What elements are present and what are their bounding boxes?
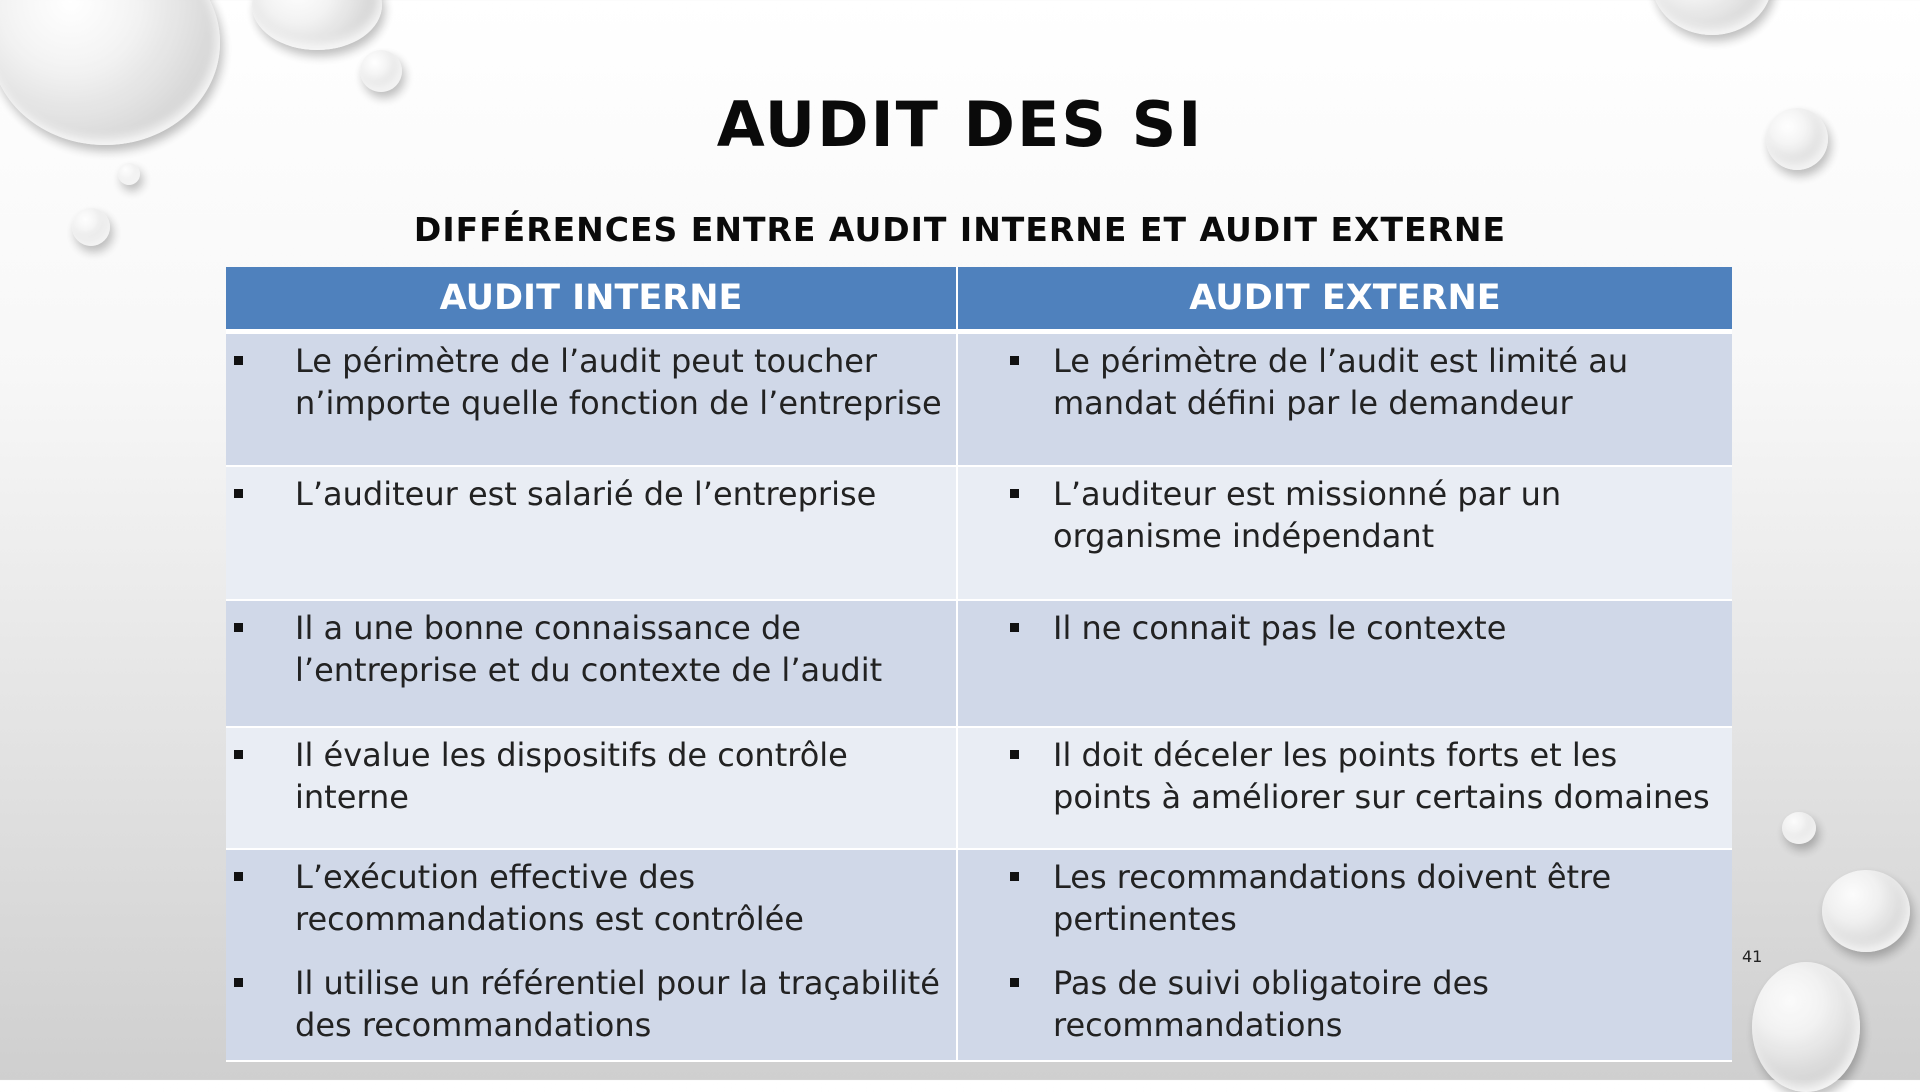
list-item <box>232 962 946 1046</box>
slide-title: AUDIT DES SI <box>716 88 1204 161</box>
bullet-icon <box>234 623 243 632</box>
item-text: Il doit déceler les points forts et les points à améliorer sur certains domaines <box>1053 735 1710 816</box>
cell-interne <box>226 332 957 466</box>
list-item <box>232 607 946 691</box>
water-drop-decoration <box>1752 962 1860 1092</box>
page-number: 41 <box>1742 947 1763 966</box>
list-item <box>964 340 1722 424</box>
item-text: Il utilise un référentiel pour la traçabilité des recommandations <box>295 963 940 1044</box>
bullet-icon <box>1010 872 1019 881</box>
water-drop-decoration <box>1822 870 1910 952</box>
item-text: Les recommandations doivent être pertinentes <box>1053 857 1612 938</box>
item-text: L’exécution effective des recommandations est contrôlée <box>295 857 804 938</box>
cell-externe <box>957 600 1732 727</box>
bullet-icon <box>1010 489 1019 498</box>
item-text: Le périmètre de l’audit est limité au mandat défini par le demandeur <box>1053 342 1629 422</box>
water-drop-decoration <box>1782 812 1816 844</box>
cell-externe <box>957 849 1732 1061</box>
cell-interne <box>226 600 957 727</box>
water-drop-decoration <box>1652 0 1772 35</box>
cell-interne <box>226 849 957 1061</box>
cell-externe <box>957 727 1732 849</box>
bullet-icon <box>234 750 243 759</box>
table-row <box>226 466 1732 600</box>
table-row <box>226 849 1732 1061</box>
item-text: Il évalue les dispositifs de contrôle interne <box>295 735 848 816</box>
list-item <box>232 340 946 424</box>
table-row <box>226 332 1732 466</box>
item-text: Il a une bonne connaissance de l’entreprise et du contexte de l’audit <box>295 608 883 689</box>
slide-subtitle: DIFFÉRENCES ENTRE AUDIT INTERNE ET AUDIT EXTERNE <box>413 210 1507 249</box>
list-item <box>964 856 1722 940</box>
bullet-icon <box>1010 978 1019 987</box>
cell-interne <box>226 466 957 600</box>
item-text: L’auditeur est missionné par un organisme indépendant <box>1053 474 1562 555</box>
bullet-icon <box>234 872 243 881</box>
item-text: L’auditeur est salarié de l’entreprise <box>295 474 877 513</box>
cell-interne <box>226 727 957 849</box>
bullet-icon <box>1010 750 1019 759</box>
cell-externe <box>957 332 1732 466</box>
header-audit-externe: AUDIT EXTERNE <box>957 267 1732 332</box>
cell-externe <box>957 466 1732 600</box>
water-drop-decoration <box>118 163 140 185</box>
bullet-icon <box>234 489 243 498</box>
water-drop-decoration <box>252 0 382 50</box>
item-text: Pas de suivi obligatoire des recommandations <box>1053 963 1489 1044</box>
item-text: Il ne connait pas le contexte <box>1053 608 1507 647</box>
header-audit-interne: AUDIT INTERNE <box>226 267 957 332</box>
list-item <box>964 962 1722 1046</box>
item-text: Le périmètre de l’audit peut toucher n’importe quelle fonction de l’entreprise <box>295 342 942 422</box>
bullet-icon <box>234 356 243 365</box>
list-item <box>232 856 946 940</box>
list-item <box>232 734 946 818</box>
list-item <box>964 607 1722 649</box>
water-drop-decoration <box>360 50 402 92</box>
comparison-table <box>226 267 1732 1062</box>
table-header-row <box>226 267 1732 332</box>
bullet-icon <box>234 978 243 987</box>
list-item <box>964 473 1722 557</box>
bullet-icon <box>1010 356 1019 365</box>
list-item <box>232 473 946 515</box>
table-row <box>226 600 1732 727</box>
list-item <box>964 734 1722 818</box>
bullet-icon <box>1010 623 1019 632</box>
table-row <box>226 727 1732 849</box>
